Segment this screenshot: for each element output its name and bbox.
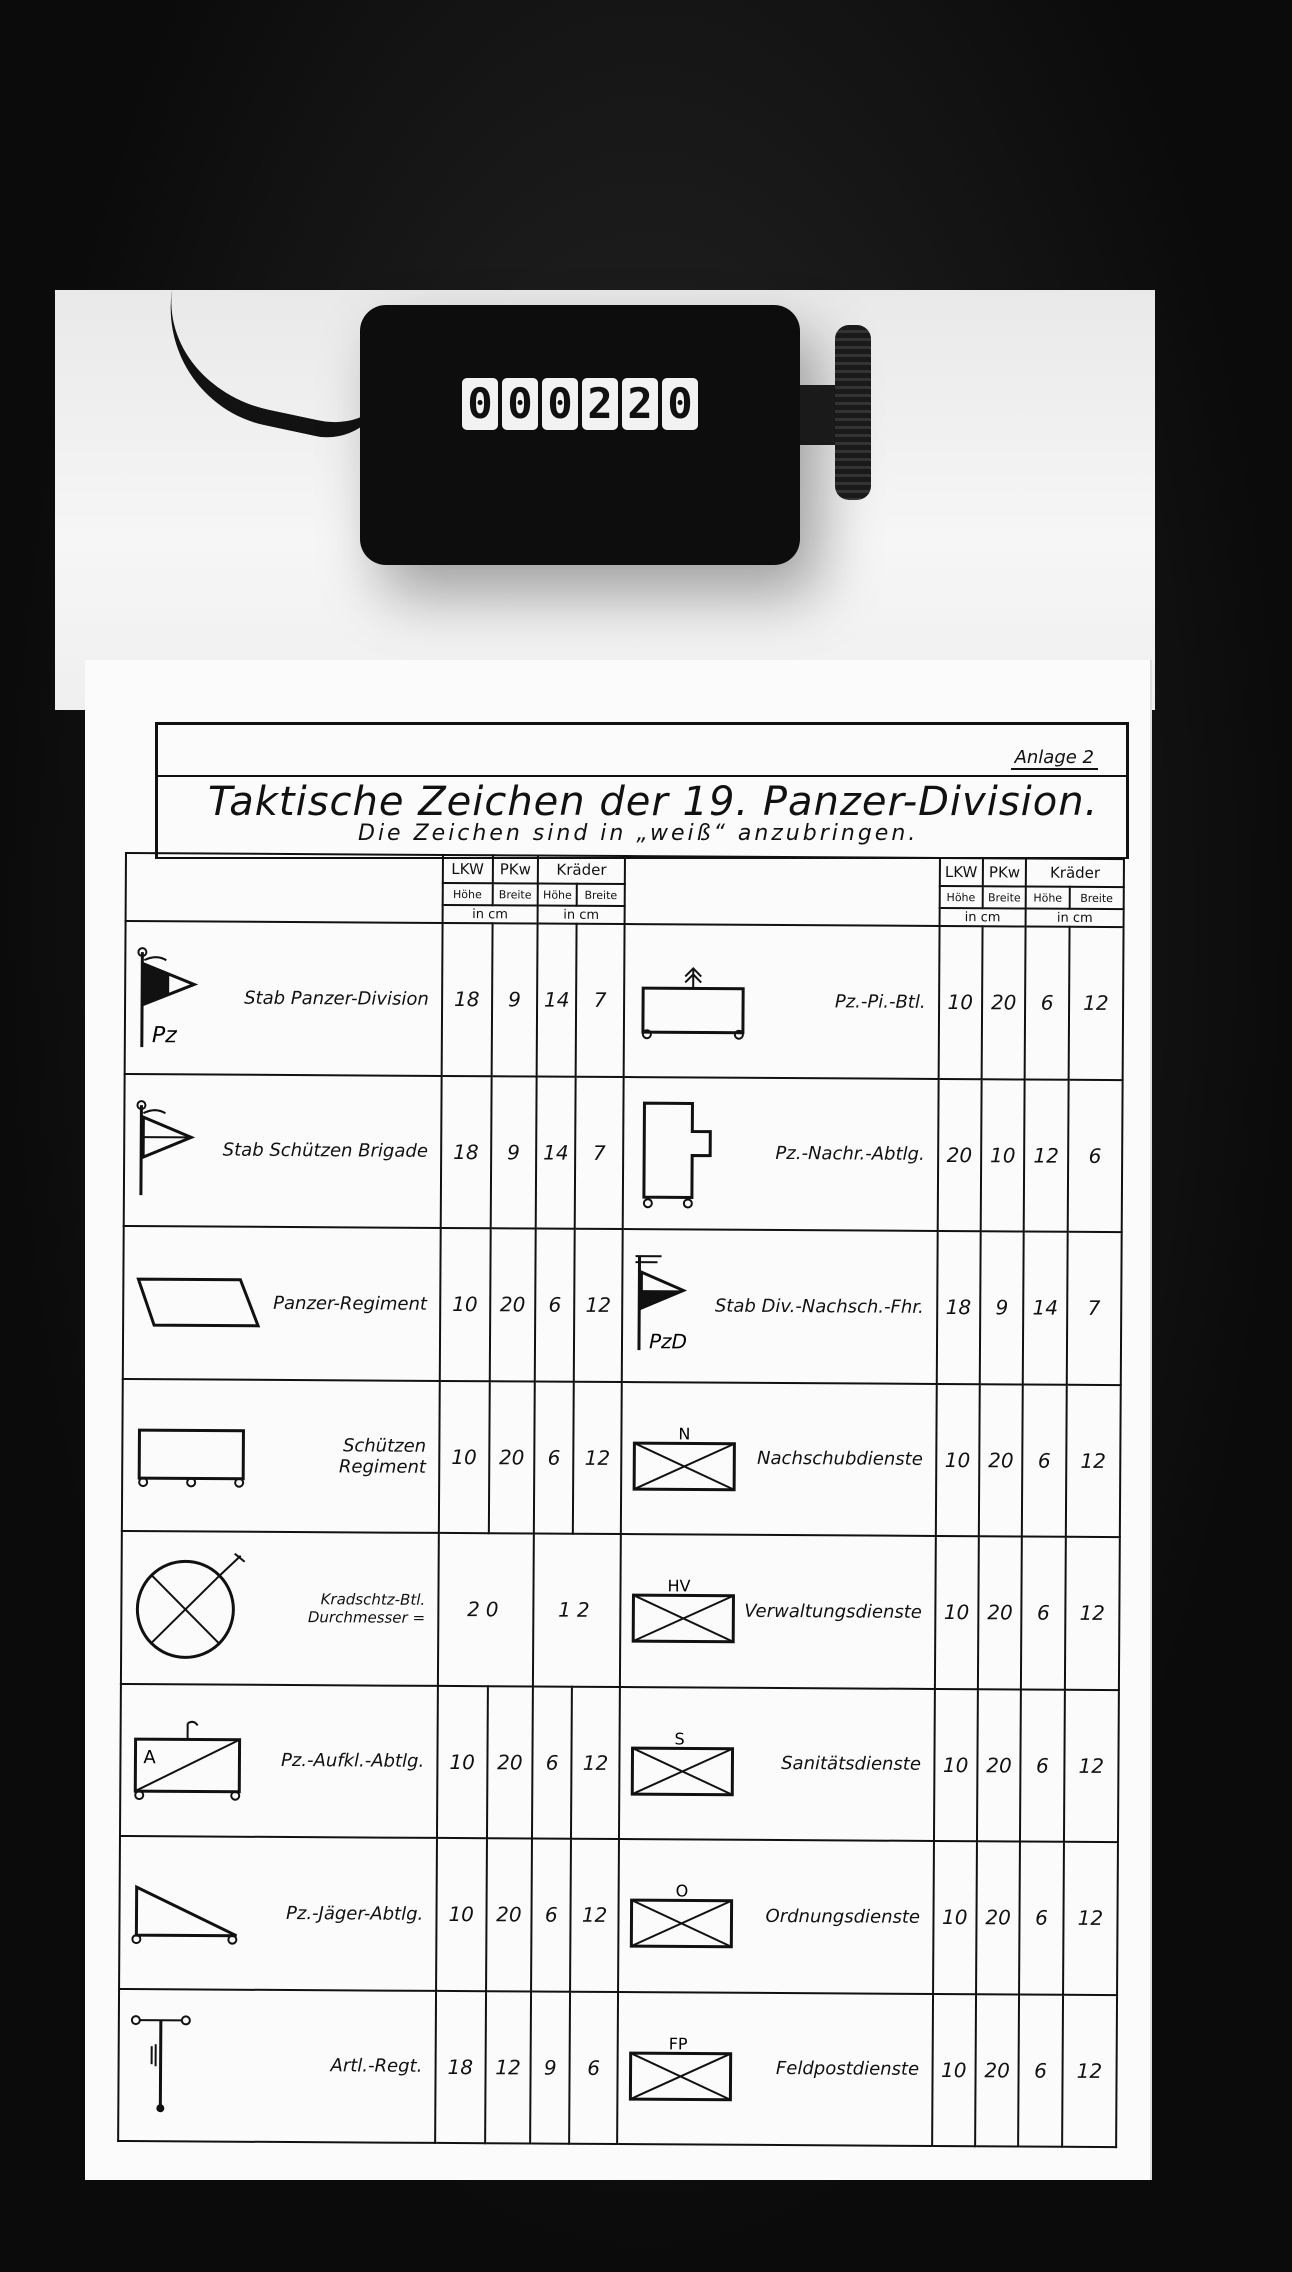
height-header: Höhe	[1026, 887, 1070, 909]
appendix-label: Anlage 2	[1011, 747, 1098, 770]
staff-pennant-icon	[134, 942, 215, 1052]
lkw-height-value: 10	[935, 1383, 979, 1536]
pkw-width-value: 20	[488, 1381, 534, 1534]
symbol-text: HV	[667, 1576, 691, 1596]
krad-width-value: 12	[1068, 927, 1123, 1080]
tactical-signs-table	[117, 852, 1125, 2148]
pkw-width-value: 12	[485, 1991, 531, 2144]
page-title: Taktische Zeichen der 19. Panzer-Division.	[208, 779, 1099, 825]
table-row	[124, 1074, 1123, 1233]
pkw-width-value: 20	[975, 1994, 1019, 2147]
kraeder-header: Kräder	[1026, 859, 1124, 888]
symbol-cell	[624, 924, 940, 1078]
rifle-vehicle-icon	[131, 1420, 251, 1491]
symbol-cell	[121, 1531, 439, 1685]
unit-label: Sanitätsdienste	[781, 1753, 922, 1776]
column-header-row	[126, 853, 1124, 887]
lkw-height-value: 10	[437, 1685, 488, 1838]
counter-digit: 2	[582, 378, 618, 430]
crossed-box-icon	[626, 2033, 736, 2104]
crossed-box-icon	[629, 1575, 739, 1646]
krad-width-value: 7	[575, 1076, 624, 1229]
lkw-height-value: 20	[937, 1078, 981, 1231]
lkw-height-value: 10	[933, 1841, 977, 1994]
width-header: Breite	[983, 886, 1027, 908]
krad-width-value: 12	[574, 1229, 623, 1382]
symbol-text: FP	[668, 2034, 688, 2054]
krad-width-value: 6	[569, 1991, 618, 2144]
recon-vehicle-icon	[129, 1715, 250, 1806]
lkw-header: LKW	[939, 858, 983, 886]
pkw-header: PKw	[492, 855, 538, 883]
krad-width-value: 7	[576, 924, 625, 1077]
krad-height-value: 6	[532, 1686, 572, 1839]
pkw-width-value: 20	[486, 1838, 532, 1991]
unit-label: Stab Schützen Brigade	[222, 1139, 428, 1163]
engineer-vehicle-icon	[633, 960, 753, 1041]
unit-label: Pz.-Jäger-Abtlg.	[285, 1902, 424, 1925]
pkw-width-value: 20	[977, 1689, 1021, 1842]
diameter-vehicle-value: 20	[438, 1533, 534, 1686]
lkw-height-value: 10	[436, 1838, 487, 1991]
table-row	[122, 1378, 1121, 1537]
symbol-cell	[619, 1687, 935, 1841]
brigade-pennant-icon	[133, 1095, 214, 1205]
krad-height-value: 14	[537, 924, 577, 1077]
lkw-header: LKW	[443, 855, 493, 883]
lkw-height-value: 18	[936, 1231, 980, 1384]
counter-readout	[462, 378, 698, 436]
pkw-width-value: 9	[491, 923, 537, 1076]
krad-height-value: 6	[531, 1839, 571, 1992]
document-header	[155, 722, 1129, 859]
krad-height-value: 6	[1019, 1841, 1063, 1994]
krad-width-value: 12	[1066, 1384, 1121, 1537]
crossed-circle-icon	[130, 1547, 251, 1668]
krad-height-value: 6	[1020, 1689, 1064, 1842]
table-row	[121, 1531, 1120, 1690]
height-header: Höhe	[939, 886, 983, 908]
symbol-cell	[617, 1992, 933, 2146]
width-header: Breite	[1069, 887, 1123, 909]
unit-label: in cm	[939, 908, 1026, 927]
unit-label: Artl.-Regt.	[330, 2055, 423, 2078]
pkw-width-value: 20	[982, 926, 1026, 1079]
counter-knob-icon	[835, 325, 871, 500]
pkw-width-value: 9	[490, 1076, 536, 1229]
pkw-header: PKw	[983, 858, 1027, 886]
header-divider	[158, 775, 1126, 777]
unit-label: Nachschubdienste	[757, 1448, 923, 1471]
unit-label-group	[250, 1590, 429, 1627]
symbol-cell	[119, 1836, 437, 1990]
counter-axle	[800, 385, 840, 445]
krad-height-value: 6	[535, 1229, 575, 1382]
lkw-height-value: 10	[932, 1993, 976, 2146]
pkw-width-value: 20	[978, 1536, 1022, 1689]
kraeder-header: Kräder	[538, 856, 625, 885]
krad-height-value: 6	[1018, 1994, 1062, 2147]
pkw-width-value: 20	[979, 1384, 1023, 1537]
counter-digit: 2	[622, 378, 658, 430]
lkw-height-value: 18	[435, 1990, 486, 2143]
pkw-width-value: 20	[489, 1228, 535, 1381]
unit-label: Stab Div.-Nachsch.-Fhr.	[714, 1295, 924, 1318]
krad-width-value: 12	[1063, 1842, 1118, 1995]
diameter-krad-value: 12	[533, 1534, 621, 1687]
symbol-cell	[618, 1839, 934, 1993]
symbol-cell	[623, 1077, 939, 1231]
unit-label: in cm	[442, 905, 538, 924]
unit-label: in cm	[1026, 909, 1124, 928]
krad-height-value: 12	[1024, 1079, 1068, 1232]
supply-staff-pennant-icon	[631, 1250, 712, 1360]
lkw-height-value: 10	[938, 926, 982, 1079]
symbol-text: Pz	[151, 1023, 177, 1049]
symbol-cell	[118, 1988, 436, 2142]
unit-label: Panzer-Regiment	[273, 1292, 428, 1315]
parallelogram-icon	[132, 1267, 262, 1338]
counter-digit: 0	[542, 378, 578, 430]
crossed-box-icon	[628, 1728, 738, 1799]
krad-width-value: 12	[1062, 1994, 1117, 2147]
left-symbol-header	[126, 853, 443, 923]
unit-label: Stab Panzer-Division	[244, 987, 429, 1010]
lkw-height-value: 10	[934, 1688, 978, 1841]
pkw-width-value: 10	[981, 1079, 1025, 1232]
krad-width-value: 12	[1064, 1689, 1119, 1842]
pkw-width-value: 20	[976, 1841, 1020, 1994]
page-subtitle: Die Zeichen sind in „weiß“ anzubringen.	[358, 821, 919, 846]
krad-height-value: 6	[534, 1381, 574, 1534]
symbol-text: N	[678, 1424, 691, 1444]
height-header: Höhe	[442, 883, 492, 905]
counter-digit: 0	[662, 378, 698, 430]
lkw-height-value: 18	[441, 923, 492, 1076]
symbol-text: A	[143, 1746, 156, 1768]
krad-width-value: 12	[571, 1686, 620, 1839]
krad-height-value: 6	[1022, 1384, 1066, 1537]
pkw-width-value: 20	[487, 1686, 533, 1839]
table-row	[119, 1836, 1118, 1995]
lkw-height-value: 10	[934, 1536, 978, 1689]
unit-label: Pz.-Nachr.-Abtlg.	[775, 1143, 925, 1166]
table-row	[118, 1988, 1117, 2147]
pkw-width-value: 9	[980, 1231, 1024, 1384]
symbol-cell	[123, 1226, 441, 1380]
symbol-cell	[124, 1074, 442, 1228]
table-row	[123, 1226, 1122, 1385]
symbol-cell	[122, 1378, 440, 1532]
krad-width-value: 12	[570, 1839, 619, 1992]
krad-height-value: 14	[1023, 1231, 1067, 1384]
unit-label: Kradschtz-Btl.	[320, 1590, 426, 1610]
symbol-cell	[620, 1534, 936, 1688]
unit-label: Pz.-Pi.-Btl.	[834, 991, 926, 1013]
krad-width-value: 6	[1067, 1079, 1122, 1232]
unit-label: Verwaltungsdienste	[744, 1600, 922, 1623]
krad-height-value: 14	[536, 1076, 576, 1229]
lkw-height-value: 10	[440, 1228, 491, 1381]
unit-label: Schützen Regiment	[338, 1435, 427, 1478]
krad-height-value: 9	[530, 1991, 570, 2144]
counter-digit: 0	[502, 378, 538, 430]
table-row	[125, 921, 1124, 1080]
krad-width-value: 12	[573, 1381, 622, 1534]
krad-height-value: 6	[1025, 927, 1069, 1080]
unit-label: Pz.-Aufkl.-Abtlg.	[280, 1750, 425, 1773]
symbol-cell	[125, 921, 443, 1075]
krad-width-value: 7	[1066, 1232, 1121, 1385]
right-symbol-header	[625, 856, 940, 926]
unit-label: Feldpostdienste	[775, 2058, 920, 2081]
krad-height-value: 6	[1021, 1536, 1065, 1689]
artillery-icon	[127, 2010, 208, 2120]
krad-width-value: 12	[1065, 1537, 1120, 1690]
unit-label: Ordnungsdienste	[765, 1905, 921, 1928]
table-row	[120, 1683, 1119, 1842]
symbol-text: O	[675, 1881, 689, 1901]
width-header: Breite	[577, 884, 625, 906]
symbol-cell	[120, 1683, 438, 1837]
counter-digit: 0	[462, 378, 498, 430]
antitank-triangle-icon	[128, 1877, 248, 1948]
signals-vehicle-icon	[632, 1093, 723, 1214]
width-header: Breite	[492, 883, 538, 905]
symbol-cell	[621, 1382, 937, 1536]
lkw-height-value: 18	[440, 1075, 491, 1228]
lkw-height-value: 10	[439, 1380, 490, 1533]
symbol-text: S	[674, 1729, 685, 1749]
height-header: Höhe	[538, 884, 577, 906]
symbol-cell	[622, 1229, 938, 1383]
diameter-label: Durchmesser =	[307, 1608, 426, 1628]
symbol-text: PzD	[648, 1329, 688, 1354]
unit-label: in cm	[538, 906, 625, 925]
crossed-box-icon	[630, 1423, 740, 1494]
crossed-box-icon	[627, 1880, 737, 1951]
